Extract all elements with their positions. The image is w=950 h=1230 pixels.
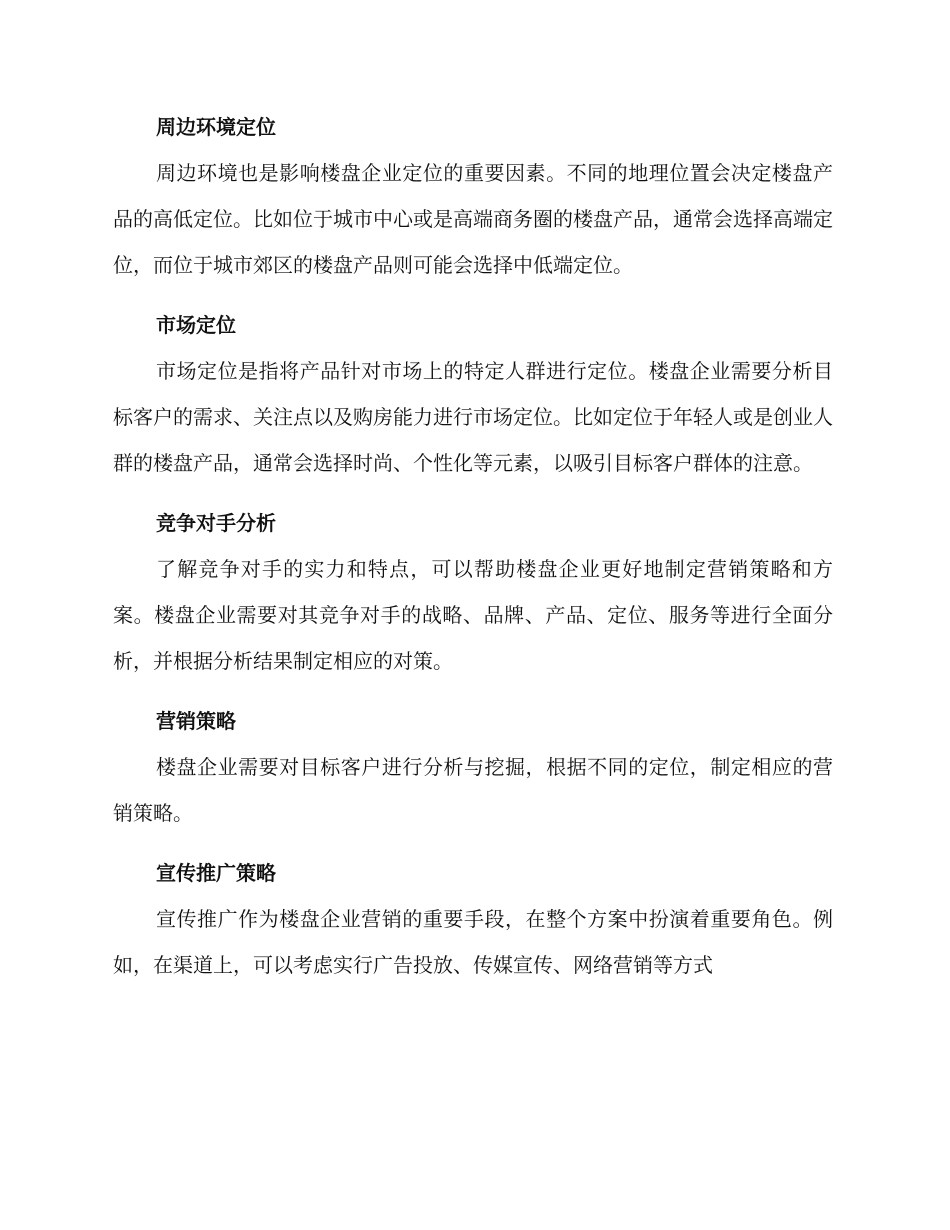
section-heading: 竞争对手分析 <box>156 511 276 535</box>
section-paragraph: 周边环境也是影响楼盘企业定位的重要因素。不同的地理位置会决定楼盘产品的高低定位。比如位于城市中心或是高端商务圈的楼盘产品，通常会选择高端定位，而位于城市郊区的楼盘产品则可能会选择中低端定位。 <box>113 161 833 277</box>
section-paragraph: 宣传推广作为楼盘企业营销的重要手段，在整个方案中扮演着重要角色。例如，在渠道上，可以考虑实行广告投放、传媒宣传、网络营销等方式 <box>113 907 833 977</box>
section-paragraph: 了解竞争对手的实力和特点，可以帮助楼盘企业更好地制定营销策略和方案。楼盘企业需要对其竞争对手的战略、品牌、产品、定位、服务等进行全面分析，并根据分析结果制定相应的对策。 <box>113 557 833 673</box>
section-heading: 宣传推广策略 <box>156 861 276 885</box>
section-paragraph: 楼盘企业需要对目标客户进行分析与挖掘，根据不同的定位，制定相应的营销策略。 <box>113 755 833 825</box>
document-body <box>113 104 833 1002</box>
section-market-positioning <box>113 302 833 486</box>
section-heading: 市场定位 <box>156 313 236 337</box>
section-marketing-strategy <box>113 698 833 836</box>
section-surroundings-positioning <box>113 104 833 288</box>
section-competitor-analysis <box>113 500 833 684</box>
section-paragraph: 市场定位是指将产品针对市场上的特定人群进行定位。楼盘企业需要分析目标客户的需求、关注点以及购房能力进行市场定位。比如定位于年轻人或是创业人群的楼盘产品，通常会选择时尚、个性化等元素，以吸引目标客户群体的注意。 <box>113 359 833 475</box>
section-heading: 营销策略 <box>156 709 236 733</box>
section-promotion-strategy <box>113 850 833 988</box>
section-heading: 周边环境定位 <box>156 115 276 139</box>
